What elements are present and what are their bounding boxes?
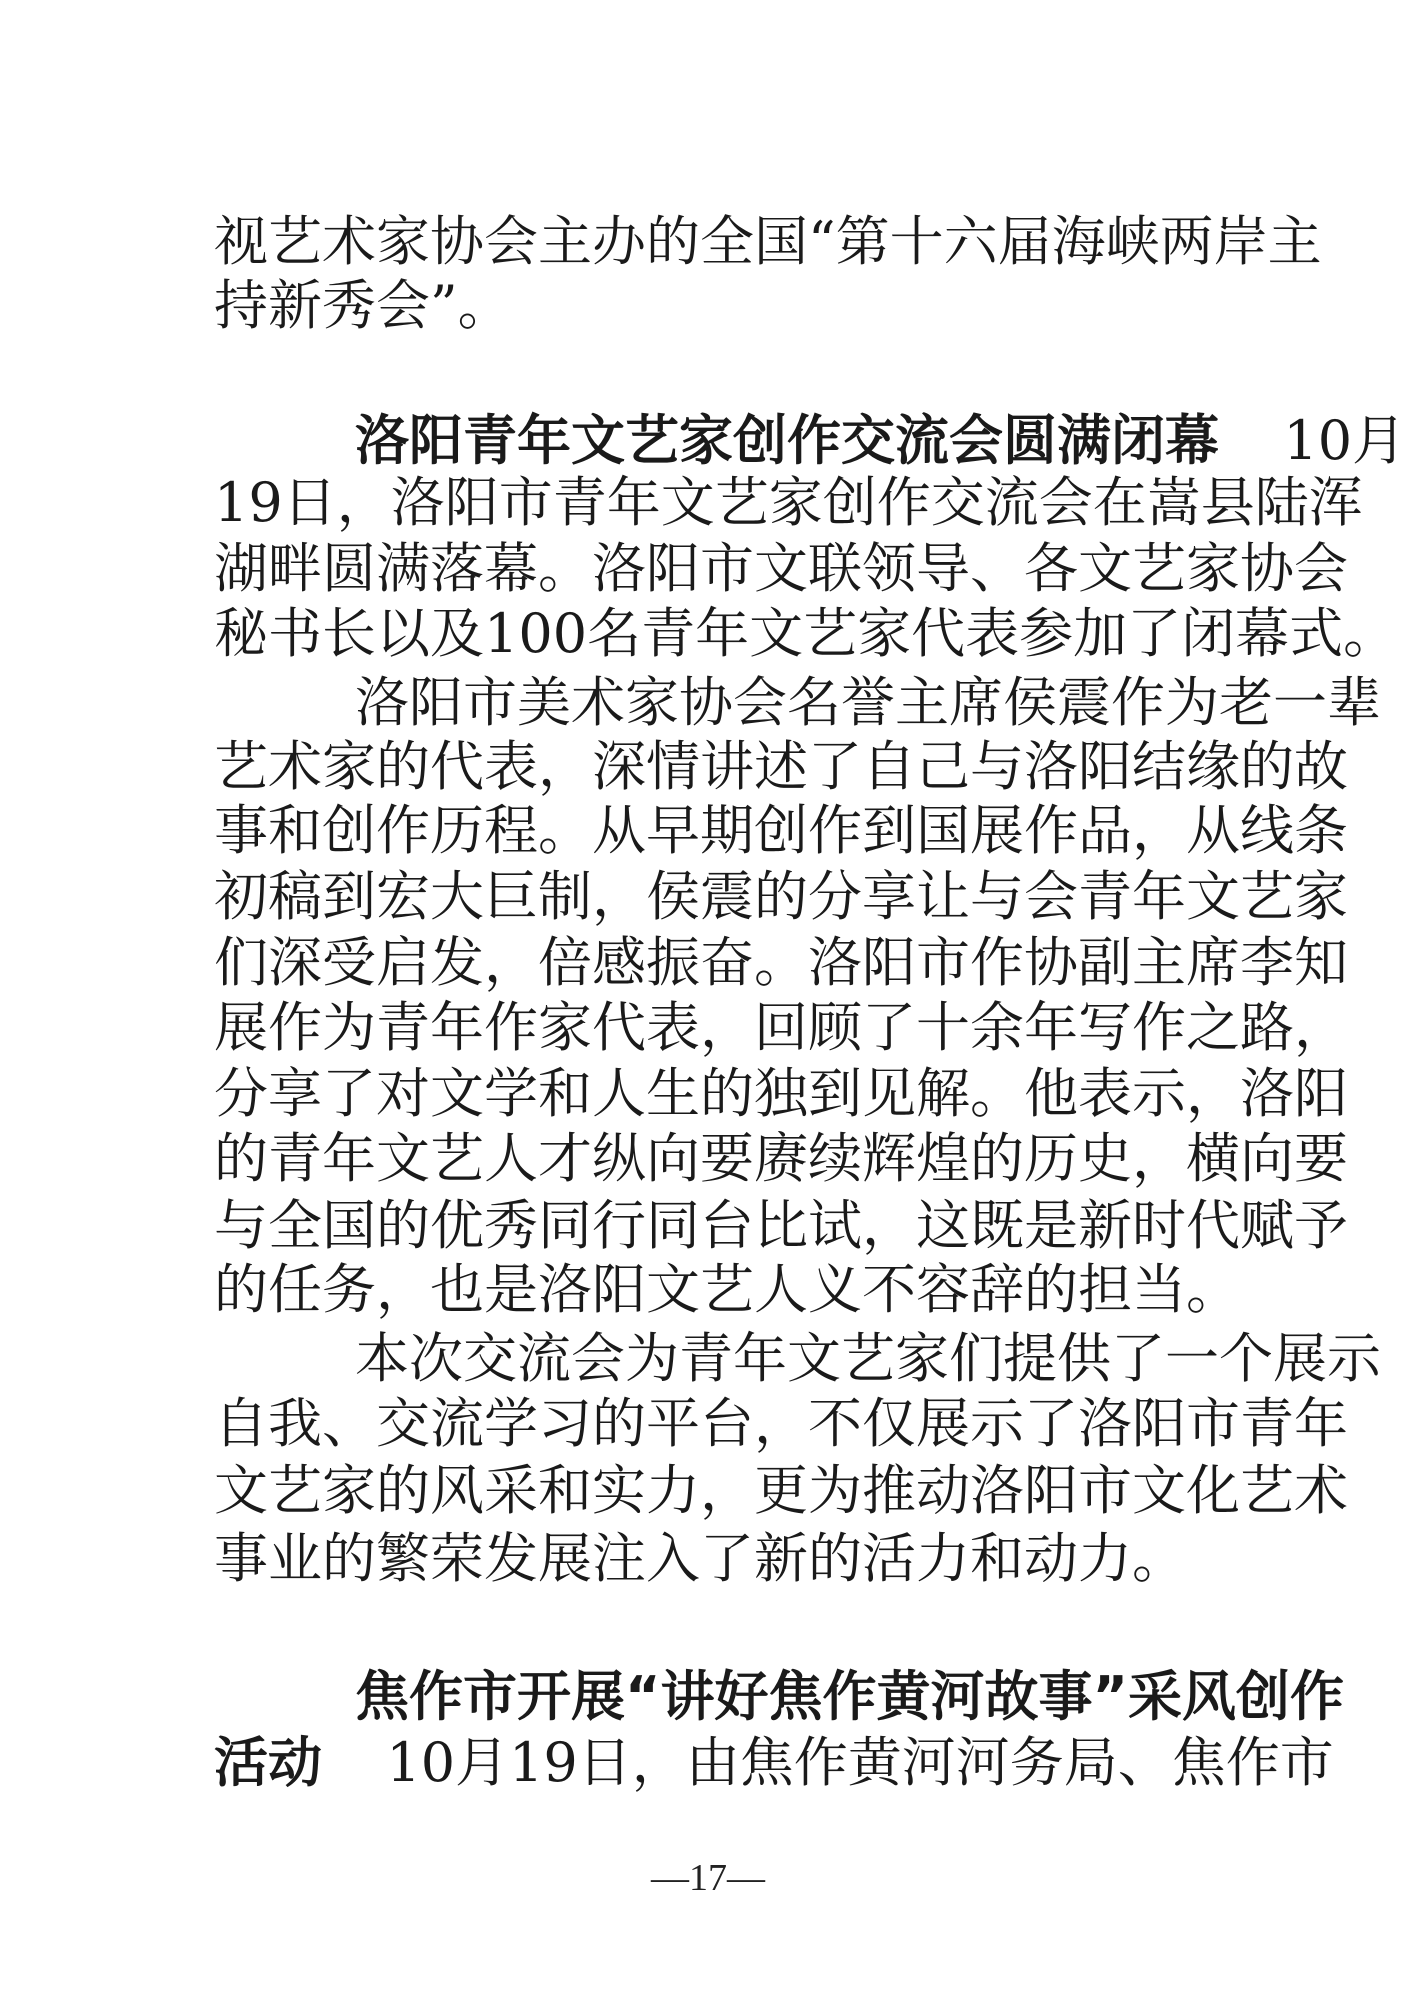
body-text-line: 展作为青年作家代表，回顾了十余年写作之路， [214,996,1348,1059]
body-text-line: 们深受启发，倍感振奋。洛阳市作协副主席李知 [214,931,1348,994]
body-text-line: 19日，洛阳市青年文艺家创作交流会在嵩县陆浑 [214,471,1363,534]
body-text-line: 分享了对文学和人生的独到见解。他表示，洛阳 [214,1062,1348,1125]
body-text-line: 视艺术家协会主办的全国“第十六届海峡两岸主 [214,210,1322,273]
body-text-line: 的青年文艺人才纵向要赓续辉煌的历史，横向要 [214,1127,1348,1190]
article-headline: 焦作市开展“讲好焦作黄河故事”采风创作 [355,1665,1344,1728]
article-lead: 10月19日，由焦作黄河河务局、焦作市 [386,1731,1334,1794]
body-text-line: 初稿到宏大巨制，侯震的分享让与会青年文艺家 [214,865,1348,928]
body-text-line: 秘书长以及100名青年文艺家代表参加了闭幕式。 [214,602,1398,665]
article-headline-continued: 活动 [214,1731,322,1794]
body-text-line: 持新秀会”。 [214,274,512,337]
article-headline-line [214,1728,1334,1798]
article-lead: 10月 [1283,409,1407,472]
body-text-line: 事业的繁荣发展注入了新的活力和动力。 [214,1527,1186,1590]
body-text-line: 与全国的优秀同行同台比试，这既是新时代赋予 [214,1194,1348,1257]
body-text-line: 事和创作历程。从早期创作到国展作品，从线条 [214,799,1348,862]
article-headline-line [355,406,1407,476]
page-number: —17— [651,1857,765,1899]
body-text-line: 湖畔圆满落幕。洛阳市文联领导、各文艺家协会 [214,537,1348,600]
body-text-line: 艺术家的代表，深情讲述了自己与洛阳结缘的故 [214,735,1348,798]
body-text-line: 的任务，也是洛阳文艺人义不容辞的担当。 [214,1258,1240,1321]
article-headline: 洛阳青年文艺家创作交流会圆满闭幕 [355,409,1219,472]
body-text-line: 文艺家的风采和实力，更为推动洛阳市文化艺术 [214,1459,1348,1522]
body-text-line: 自我、交流学习的平台，不仅展示了洛阳市青年 [214,1392,1348,1455]
body-text-line: 洛阳市美术家协会名誉主席侯震作为老一辈 [355,671,1381,734]
body-text-line: 本次交流会为青年文艺家们提供了一个展示 [355,1327,1381,1390]
